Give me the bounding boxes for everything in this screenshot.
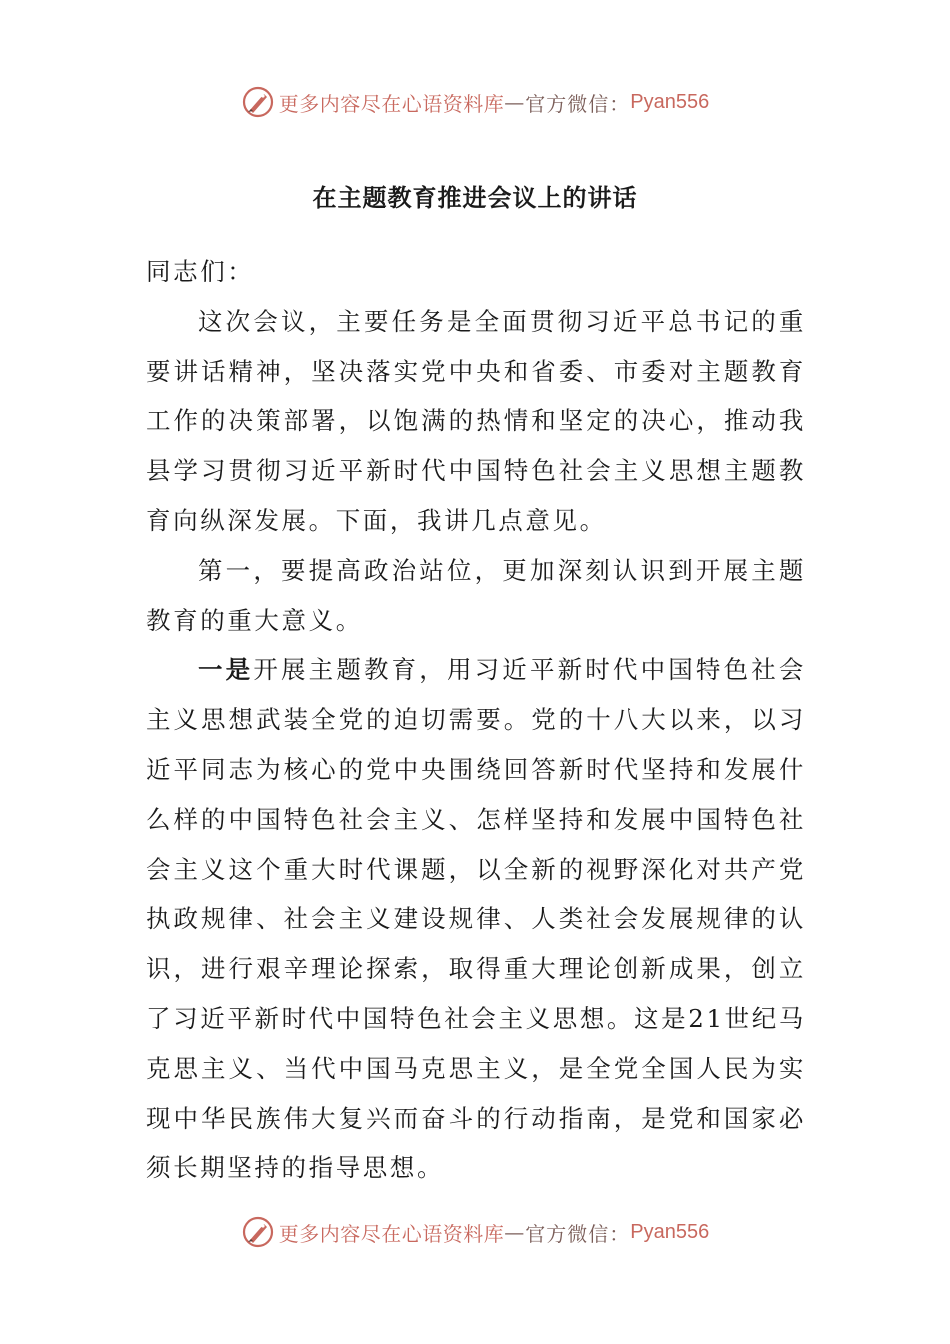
watermark-wechat-id: Pyan556 xyxy=(630,90,710,113)
watermark-brand-text: 更多内容尽在心语资料库 xyxy=(278,91,505,116)
watermark-wechat-id: Pyan556 xyxy=(630,1220,710,1243)
paragraph-point-one xyxy=(146,645,806,1193)
point-one-text: 开展主题教育，用习近平新时代中国特色社会主义思想武装全党的迫切需要。党的十八大以来，以习近平同志为核心的党中央围绕回答新时代坚持和发展什么样的中国特色社会主义、怎样坚持和发展中国特色社会主义这个重大时代课题，以全新的视野深化对共产党执政规律、社会主义建设规律、人类社会发展规律的认识，进行艰辛理论探索，取得重大理论创新成果，创立了习近平新时代中国特色社会主义思想。这是21世纪马克思主义、当代中国马克思主义，是全党全国人民为实现中华民族伟大复兴而奋斗的行动指南，是党和国家必须长期坚持的指导思想。 xyxy=(146,655,806,1183)
point-one-lead: 一是 xyxy=(198,655,254,685)
paragraph-intro: 这次会议，主要任务是全面贯彻习近平总书记的重要讲话精神，坚决落实党中央和省委、市委对主题教育工作的决策部署，以饱满的热情和坚定的决心，推动我县学习贯彻习近平新时代中国特色社会主义思想主题教育向纵深发展。下面，我讲几点意见。 xyxy=(146,306,806,535)
paragraph-section-one-heading: 第一，要提高政治站位，更加深刻认识到开展主题教育的重大意义。 xyxy=(146,555,806,635)
document-body xyxy=(146,247,806,1193)
watermark-banner-bottom xyxy=(0,1212,950,1252)
watermark-dash: — xyxy=(504,90,526,114)
watermark-wechat-label: 官方微信： xyxy=(525,91,631,116)
document-title: 在主题教育推进会议上的讲话 xyxy=(312,184,638,212)
watermark-banner-top xyxy=(0,82,950,122)
pen-nib-logo-icon xyxy=(241,85,275,119)
watermark-dash: — xyxy=(504,1220,526,1244)
watermark-wechat-label: 官方微信： xyxy=(525,1221,631,1246)
pen-nib-logo-icon xyxy=(241,1215,275,1249)
watermark-brand-text: 更多内容尽在心语资料库 xyxy=(278,1221,505,1246)
salutation: 同志们： xyxy=(146,257,255,286)
